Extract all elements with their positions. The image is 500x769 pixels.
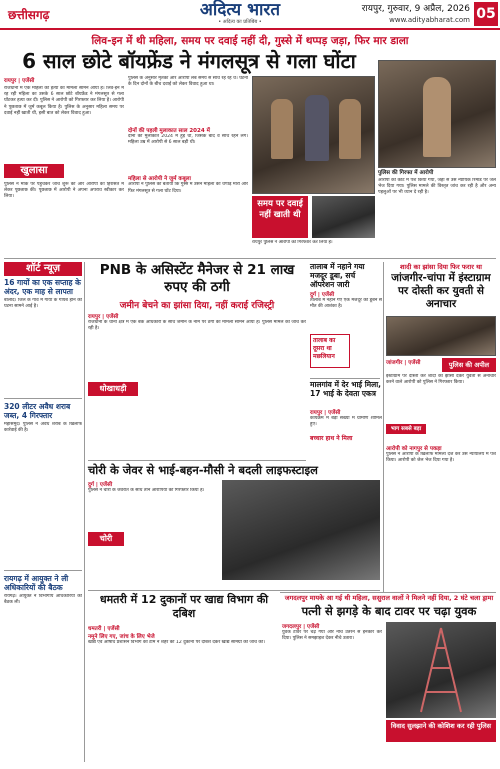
tower-body: युवक टावर पर चढ़ गया और नीचे उतरने से इनकार कर दिया। पुलिस ने समझाइश देकर नीचे उतारा। [282, 630, 382, 642]
right-strap: शादी का झांसा दिया फिर फरार था [400, 263, 482, 271]
pond-headline: तालाब में नहाने गया मजदूर डूबा, सर्च ऑपरेशन जारी [310, 262, 365, 289]
theft-byline: दुर्ग | एजेंसी [88, 482, 113, 488]
lead-headline: 6 साल छोटे बॉयफ्रेंड ने मंगलसूत्र से गला घोंटा [22, 49, 356, 73]
divider [4, 398, 82, 399]
dateline [362, 4, 470, 26]
raid-headline: धमतरी में 12 दुकानों पर खाद्य विभाग की दबिश [99, 593, 269, 620]
raid-subhead: नमूने लिए गए, जांच के लिए भेजे [88, 634, 155, 640]
lead-strap: लिव-इन में थी महिला, समय पर दवाई नहीं दी, गुस्से में थप्पड़ जड़ा, फिर मार डाला [91, 35, 409, 47]
raid-byline: धमतरी | एजेंसी [88, 626, 120, 632]
masthead [0, 0, 500, 30]
short-news-item [4, 278, 82, 376]
lead-photo-2 [312, 196, 375, 238]
pnb-body: राजधानी के थाना क्षेत्र में एक बैंक अधिकारी के साथ जमीन के नाम पर ठगी का मामला सामने आया है। पुलिस मामले की जांच कर रही है। [88, 320, 306, 332]
tower-strap: जगदलपुर मायके आ गई थी महिला, ससुराल वालों ने मिलने नहीं दिया, 2 घंटे चला ड्रामा [284, 594, 494, 602]
lead-label: खुलासा [4, 164, 64, 178]
ipl-byline: रायपुर | एजेंसी [310, 410, 341, 416]
lead-body-col2: पुलिस के अनुसार मृतका और आरोपी लंबे समय से साथ रह रहे थे। घटना के दिन दोनों के बीच दवाई को लेकर विवाद हुआ था। दोनों की पहली मुलाकात साल 2024 में दोनों की मुलाकात 2024 में हुई थी, जिसके बाद वे साथ रहने लगे। महिला उम्र में आरोपी से 6 साल बड़ी थी। महिला से आरोपी ने जुर्म कबूला आरोपी ने पुलिस को बताया कि गुस्से में उसने महिला को थप्पड़ मारा और फिर मंगलसूत्र से गला घोंट दिया। [128, 76, 248, 194]
tower-photo [386, 622, 496, 718]
short-news-headline: 16 गायों का एक सप्ताह के अंदर, एक माह से लापता [4, 278, 81, 296]
divider [88, 590, 380, 591]
tower-icon [386, 622, 496, 718]
lead-right-text: आरोपी को कोर्ट में पेश किया गया, जहां से उसे न्यायिक रिमांड पर जेल भेज दिया गया। पुलिस मामले की विस्तृत जांच कर रही है और अन्य पहलुओं पर भी ध्यान दे रही है। [378, 178, 496, 196]
tower-box: विवाद सुलझाने की कोशिश कर रही पुलिस [386, 720, 496, 742]
lead-story-text [4, 76, 124, 236]
theft-photo [222, 480, 380, 580]
short-news-headline: 320 लीटर अवैध शराब जब्त, 4 गिरफ्तार [4, 402, 71, 420]
issue-date: रायपुर, गुरुवार, 9 अप्रैल, 2026 [361, 4, 470, 14]
short-news-item [4, 402, 82, 552]
divider [4, 258, 496, 259]
right-tag: भाग सबसे बड़ा हमला [386, 424, 426, 434]
pond-body: तालाब में नहाने गए एक मजदूर की डूबने से मौत की आशंका है। [310, 298, 382, 310]
divider [84, 262, 85, 762]
ipl-box: बच्चार हाथ ने मिला [310, 435, 353, 442]
lead-byline: रायपुर | एजेंसी [4, 78, 35, 84]
pond-byline: दुर्ग | एजेंसी [310, 292, 335, 298]
person-silhouette-icon [271, 99, 293, 159]
lead-body: राजधानी में एक महिला की हत्या का मामला सामने आया है। लिव-इन में रह रही महिला का उसके 6 साल छोटे बॉयफ्रेंड ने मंगलसूत्र से गला घोंटकर हत्या कर दी। पुलिस ने आरोपी को गिरफ्तार कर लिया है। आरोपी ने पूछताछ में जुर्म कबूल किया है। पुलिस के अनुसार महिला समय पर दवाई नहीं खाती थी, इसी बात को लेकर विवाद हुआ। [4, 86, 124, 116]
theft-label: चोरी [88, 532, 124, 546]
theft-headline: चोरी के जेवर से भाई-बहन-मौसी ने बदली लाइफस्टाइल [88, 463, 318, 477]
short-news-title: शॉर्ट न्यूज़ [4, 262, 82, 276]
pnb-story [88, 312, 306, 460]
divider [310, 378, 380, 379]
theft-body: पुलिस ने चोरी के जेवरात के साथ तीन आरोपियों को गिरफ्तार किया है। [88, 488, 205, 493]
ipl-story [310, 408, 382, 458]
pnb-byline: रायपुर | एजेंसी [88, 314, 119, 320]
lead-photo-caption: रायपुर पुलिस ने आरोपी को गिरफ्तार कर लिया है। [252, 240, 333, 245]
ipl-headline: मालगांव में देर भाई मिला, 17 भाई के देवता एकत्र [310, 380, 382, 398]
pnb-subhead: जमीन बेचने का झांसा दिया, नहीं कराई रजिस्ट्री [119, 301, 275, 311]
short-news-item [4, 574, 82, 744]
right-body: इंस्टाग्राम पर दोस्ती कर शादी का झांसा देकर युवती से अनाचार करने वाले आरोपी को पुलिस ने गिरफ्तार किया। [386, 374, 496, 386]
pnb-headline: PNB के असिस्टेंट मैनेजर से 21 लाख रुपए की ठगी [99, 262, 295, 295]
person-silhouette-icon [339, 99, 361, 159]
brand-tagline: • अदित्य का प्रतिबिंब • [218, 19, 262, 25]
short-news-text: बालोद। जिले के गांव में गायों के गायब होने की घटना सामने आई है। [4, 298, 82, 310]
lead-photo [252, 76, 375, 194]
short-news-text: रायगढ़। आयुक्त ने विभागीय अधिकारियों की बैठक ली। [4, 594, 82, 606]
right-body-2: पुलिस ने आरोपी के खिलाफ मामला दर्ज कर उसे न्यायालय में पेश किया। आरोपी को जेल भेज दिया गया है। [386, 452, 496, 464]
accused-photo [378, 60, 496, 168]
short-news-text: महासमुंद। पुलिस ने अवैध शराब के खिलाफ कार्रवाई की है। [4, 422, 82, 434]
tower-headline: पत्नी से झगड़े के बाद टावर पर चढ़ा युवक [301, 604, 477, 618]
divider [280, 592, 496, 593]
ipl-body: कार्यक्रम में बड़ी संख्या में ग्रामीण शामिल हुए। [310, 416, 382, 428]
tower-story [282, 622, 496, 762]
right-label: पुलिस की अपील [442, 358, 496, 372]
person-silhouette-icon [305, 95, 329, 161]
tower-byline: जगदलपुर | एजेंसी [282, 624, 320, 630]
divider [88, 460, 306, 461]
brand-name-2: भारत [247, 0, 281, 20]
lead-photo-box: समय पर दवाई नहीं खाती थी [252, 196, 308, 238]
lead-subhead-1: दोनों की पहली मुलाकात साल 2024 में [128, 128, 210, 134]
right-subhead: आरोपी को नागपुर से पकड़ा [386, 446, 442, 452]
lead-caption: पुलिस की गिरफ्त में आरोपी [378, 170, 434, 176]
right-byline: जांजगीर | एजेंसी [386, 360, 421, 366]
website-url: www.adityabharat.com [389, 16, 470, 24]
right-story [386, 358, 496, 558]
right-headline: जांजगीर-चांपा में इंस्टाग्राम पर दोस्ती कर युवती से अनाचार [391, 272, 491, 310]
lead-body-2: पुलिस ने मौके पर पहुंचकर जांच शुरू की और आरोपी को हिरासत में लेकर पूछताछ की। पूछताछ में आरोपी ने अपना अपराध स्वीकार कर लिया। [4, 182, 124, 200]
pond-box: तालाब का दूसरा था मछलियान [310, 334, 350, 368]
section-name: छत्तीसगढ़ [8, 8, 50, 22]
divider [4, 570, 82, 571]
right-photo [386, 316, 496, 356]
pnb-label: धोखाधड़ी [88, 382, 138, 396]
lead-subhead-2: महिला से आरोपी ने जुर्म कबूला [128, 176, 191, 183]
pond-story [310, 290, 382, 376]
divider [383, 262, 384, 592]
person-silhouette-icon [423, 77, 451, 157]
newspaper-logo [185, 1, 295, 25]
page-number: 05 [474, 2, 498, 26]
short-news-headline: रायगढ़ में आयुक्त ने ली अधिकारियों की बैठक [4, 574, 69, 592]
raid-body: खाद्य एवं औषधि प्रशासन विभाग की टीम ने शहर की 12 दुकानों पर दबिश देकर खाद्य सामग्री की जांच की। [88, 640, 265, 645]
raid-story [88, 624, 280, 764]
brand-name: अदित्य [199, 0, 242, 20]
